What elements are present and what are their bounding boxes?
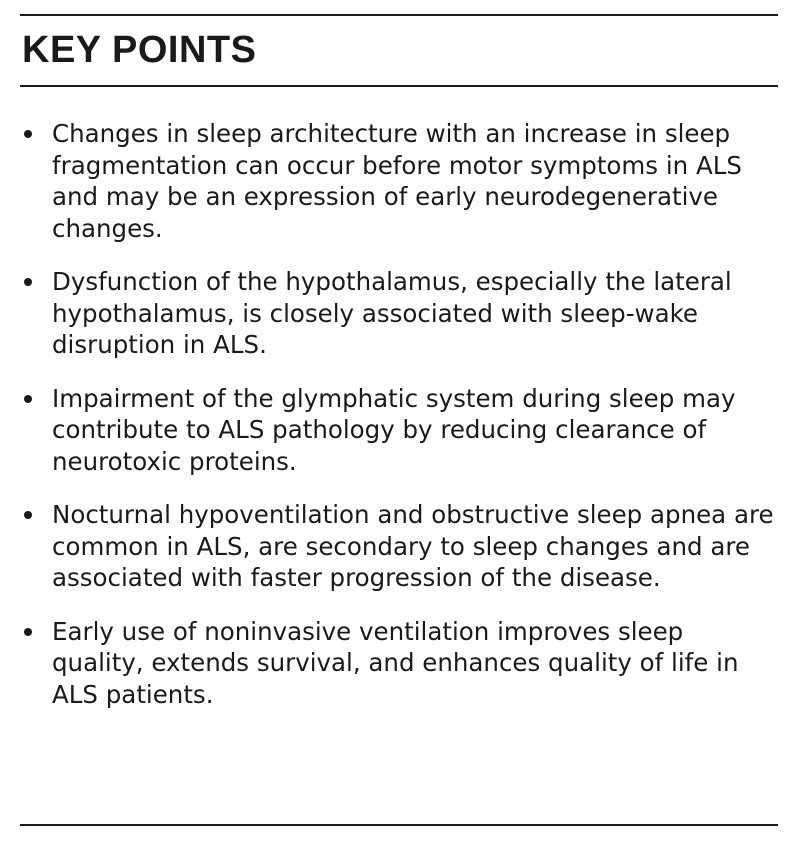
key-point-text: Nocturnal hypoventilation and obstructive sleep apnea are common in ALS, are secondary to sleep changes and are associated with faster progression of the disease. xyxy=(52,500,774,592)
heading-divider xyxy=(20,85,778,87)
key-points-heading: KEY POINTS xyxy=(22,29,257,71)
key-point-item xyxy=(22,266,778,361)
key-points-list xyxy=(22,118,778,710)
bullet-icon xyxy=(24,628,32,636)
bullet-icon xyxy=(24,511,32,519)
key-point-text: Changes in sleep architecture with an increase in sleep fragmentation can occur before motor symptoms in ALS and may be an expression of early neurodegenerative changes. xyxy=(52,119,742,243)
key-point-text: Dysfunction of the hypothalamus, especially the lateral hypothalamus, is closely associated with sleep-wake disruption in ALS. xyxy=(52,267,732,359)
bullet-icon xyxy=(24,278,32,286)
bottom-rule xyxy=(20,824,778,826)
key-point-item xyxy=(22,499,778,594)
key-point-text: Impairment of the glymphatic system during sleep may contribute to ALS pathology by reducing clearance of neurotoxic proteins. xyxy=(52,383,736,476)
key-point-item xyxy=(22,383,778,478)
key-point-item xyxy=(22,616,778,711)
top-rule xyxy=(20,14,778,16)
key-point-item xyxy=(22,118,778,244)
key-point-text: Early use of noninvasive ventilation improves sleep quality, extends survival, and enhances quality of life in ALS patients. xyxy=(52,616,739,709)
bullet-icon xyxy=(24,130,32,138)
bullet-icon xyxy=(24,395,32,403)
